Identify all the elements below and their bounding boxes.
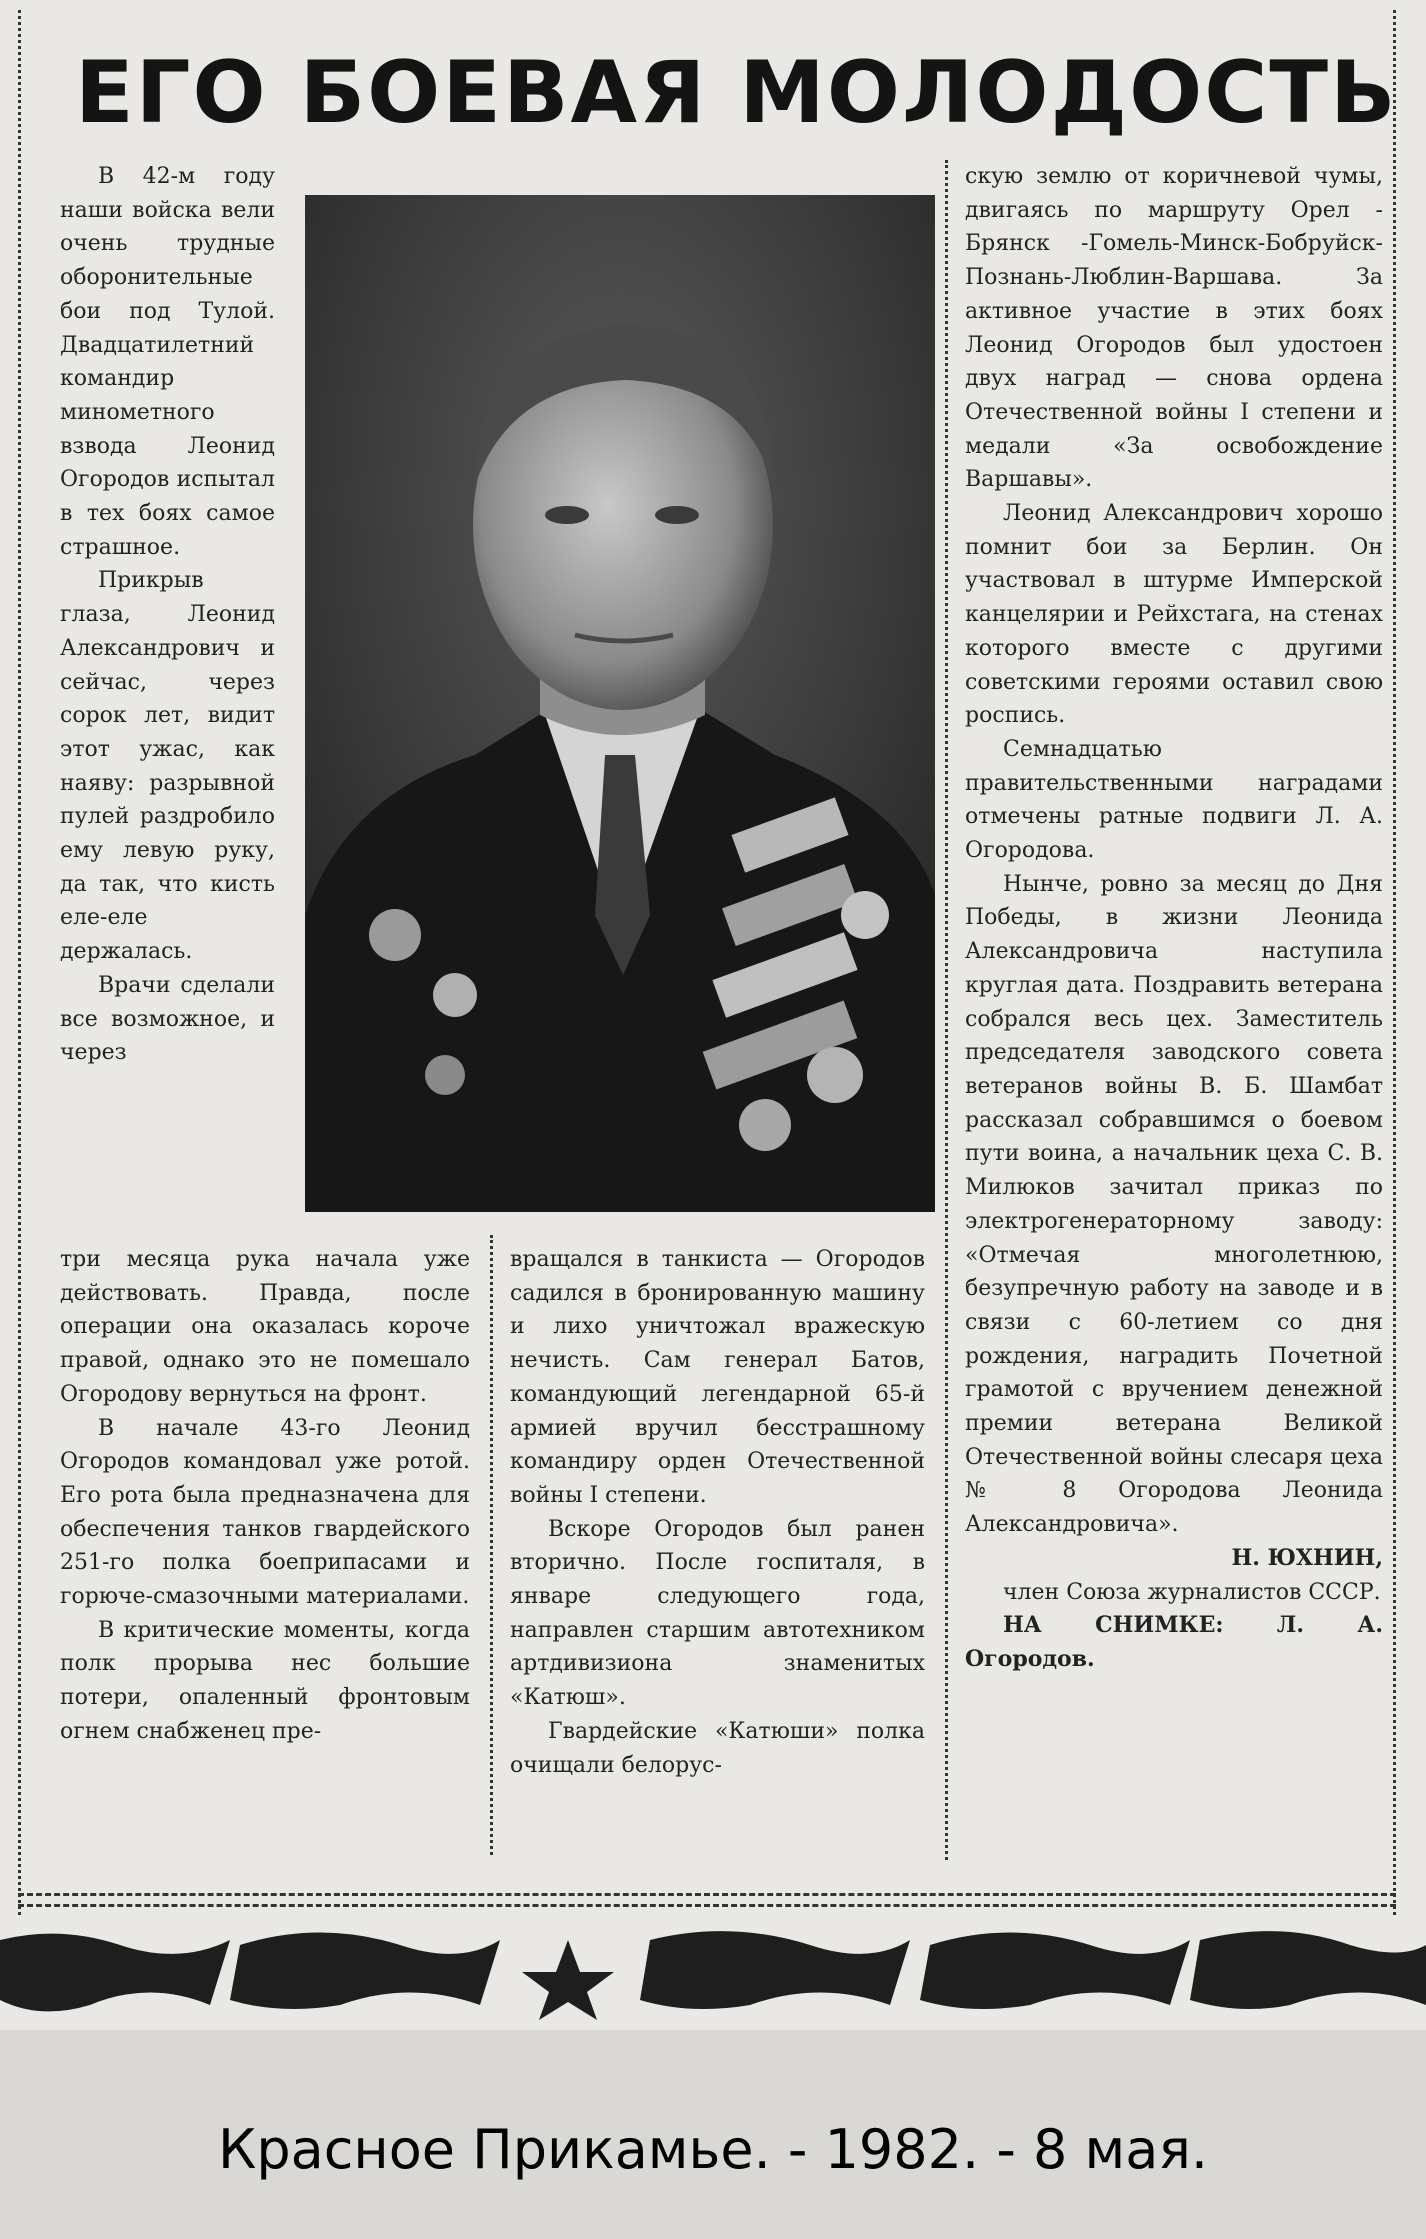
column-2 <box>510 1243 925 1883</box>
portrait-photo <box>305 195 935 1212</box>
headline: ЕГО БОЕВАЯ МОЛОДОСТЬ <box>75 43 1398 143</box>
paragraph: Гвардейские «Катюши» полка очищали белорус- <box>510 1718 925 1778</box>
paragraph: Вскоре Огородов был ранен вторично. После госпиталя, в январе следующего года, направлен старшим автотехником артдивизиона знаменитых «Катюш». <box>510 1516 925 1711</box>
paragraph: В 42-м году наши войска вели очень трудные оборонительные бои под Тулой. Двадцатилетний командир минометного взвода Леонид Огородов испытал в тех боях самое страшное. <box>60 164 275 560</box>
author-signature: Н. ЮХНИН, <box>1231 1544 1383 1571</box>
photo-caption: НА СНИМКЕ: Л. А. Огородов. <box>965 1612 1383 1672</box>
paragraph: Прикрыв глаза, Леонид Александрович и сейчас, через сорок лет, видит этот ужас, как наяву: разрывной пулей раздробило ему левую руку, да так, что кисть еле-еле держалась. <box>60 568 275 965</box>
column-divider <box>945 160 948 1860</box>
column-3 <box>965 160 1383 1890</box>
decorative-flag-ribbon <box>0 1920 1426 2020</box>
paragraph: скую землю от коричневой чумы, двигаясь по маршруту Орел - Брянск -Гомель-Минск-Бобруйск-Познань-Люблин-Варшава. За активное участие в этих боях Леонид Огородов был удостоен двух наград — снова ордена Отечественной войны I степени и медали «За освобождение Варшавы». <box>965 164 1383 493</box>
column-1-bottom <box>60 1243 470 1883</box>
paragraph: вращался в танкиста — Огородов садился в бронированную машину и лихо уничтожал вражескую нечисть. Сам генерал Батов, командующий легендарной 65-й армией вручил бесстрашному командиру орден Отечественной войны I степени. <box>510 1247 925 1508</box>
author-role: член Союза журналистов СССР. <box>1003 1579 1381 1605</box>
paragraph: Семнадцатью правительственными наградами отмечены ратные подвиги Л. А. Огородова. <box>965 736 1383 864</box>
paragraph: Врачи сделали все возможное, и через <box>60 972 275 1066</box>
paragraph: В критические моменты, когда полк прорыва нес большие потери, опаленный фронтовым огнем снабженец пре- <box>60 1617 470 1744</box>
portrait-illustration <box>305 195 935 1212</box>
column-divider <box>490 1235 493 1855</box>
bottom-rule <box>18 1893 1396 1907</box>
paragraph: Леонид Александрович хорошо помнит бои за Берлин. Он участвовал в штурме Имперской канцелярии и Рейхстага, на стенах которого вместе с другими советскими героями оставил свою роспись. <box>965 501 1383 729</box>
right-border <box>1393 10 1396 1915</box>
left-border <box>18 10 21 1915</box>
paragraph: Нынче, ровно за месяц до Дня Победы, в жизни Леонида Александровича наступила круглая дата. Поздравить ветерана собрался весь цех. Заместитель председателя заводского совета ветеранов войны В. Б. Шамбат рассказал собравшимся о боевом пути воина, а начальник цеха С. В. Милюков зачитал приказ по электрогенераторному заводу: «Отмечая многолетнюю, безупречную работу на заводе и в связи с 60-летием со дня рождения, наградить Почетной грамотой с вручением денежной премии ветерана Великой Отечественной войны слесаря цеха № 8 Огородова Леонида Александровича». <box>965 871 1383 1538</box>
source-caption: Красное Прикамье. - 1982. - 8 мая. <box>218 2118 1208 2181</box>
column-1-top <box>60 160 275 1250</box>
paragraph: В начале 43-го Леонид Огородов командовал уже ротой. Его рота была предназначена для обеспечения танков гвардейского 251-го полка боеприпасами и горюче-смазочными материалами. <box>60 1415 470 1610</box>
paragraph: три месяца рука начала уже действовать. Правда, после операции она оказалась короче правой, однако это не помешало Огородову вернуться на фронт. <box>60 1247 470 1407</box>
